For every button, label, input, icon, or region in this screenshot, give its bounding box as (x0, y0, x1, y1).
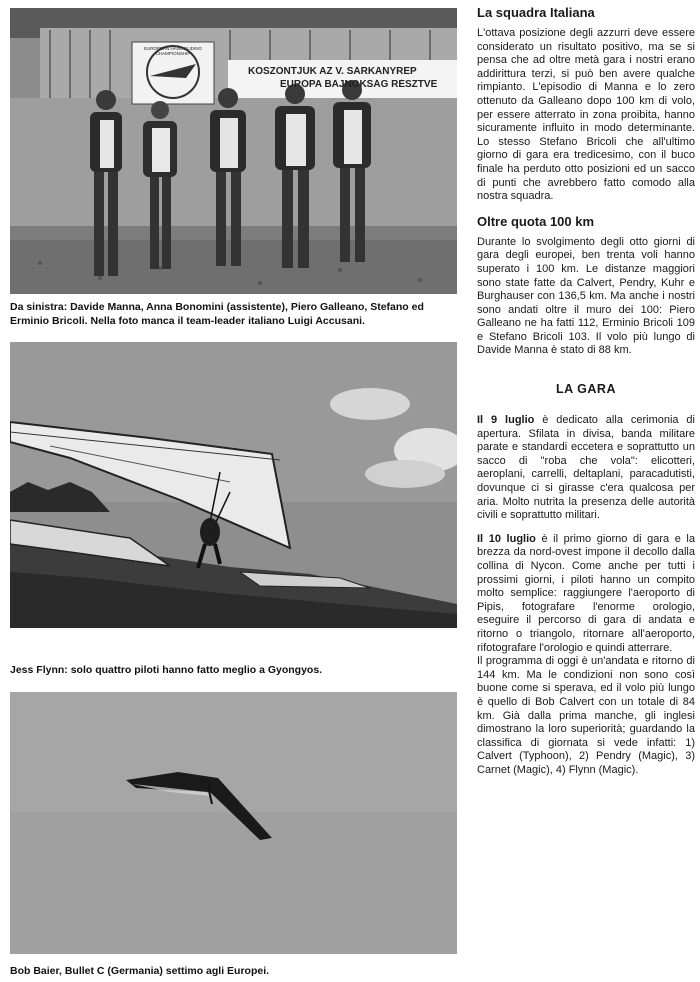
paragraph-programma: Il programma di oggi è un'andata e ritorno di 144 km. Ma le condizioni non sono così buone come si sperava, ed il volo più lungo è quello di Bob Calvert con un totale di 84 km. Già dalla prima manche, gli inglesi dimostrano la loro superiorità; guardando la classifica di giornata si vede infatti: 1) Calvert (Typhoon), 2) Pendry (Magic), 3) Carnet (Magic), 4) Flynn (Magic). (477, 655, 695, 776)
date-10-luglio: Il 10 luglio (477, 532, 536, 545)
section-body-squadra: L'ottava posizione degli azzurri deve essere considerato un risultato positivo, ma se si pensa che ad oltre metà gara i nostri erano addirittura terzi, si può ben avere qualche rimpianto. L'episodio di Manna e lo zero ottenuto da Galleano dopo 100 km di volo, per essere atterrato in zona proibita, hanno sicuramente influito in modo determinante. Lo stesso Stefano Bricoli che all'ultimo giorno di gara era tredicesimo, con il buco finale ha perduto otto posizioni ed un sacco di punti che avrebbero fatto comodo alla nostra squadra. (477, 27, 695, 203)
banner-logo-text: EUROPEAN HANGGLIDING CHAMPIONSHIP (143, 46, 202, 56)
launch-caption: Jess Flynn: solo quattro piloti hanno fatto meglio a Gyongyos. (10, 664, 323, 676)
paragraph-10-luglio (477, 533, 695, 655)
body-9-luglio: è dedicato alla cerimonia di apertura. Sfilata in divisa, banda militare parate e standardi eccetera e soprattutto un sacco di "roba che vola": elicotteri, aeroplani, carrelli, deltaplani, paracadutisti, dovunque ci si girasse c'era qualcosa per aria. Molto nutrita la presenza delle autorità civili e soprattutto militari. (477, 414, 695, 522)
banner-line-1: KÖSZÖNTJÜK AZ V. SÁRKÁNYREP (248, 66, 417, 77)
section-title-oltre-quota: Oltre quota 100 km (477, 213, 595, 229)
team-photo (10, 8, 457, 294)
body-10-luglio: è il primo giorno di gara e la brezza da nord-ovest impone il decollo dalla collina di Nycon. Come anche per tutti i prossimi giorni, i piloti hanno un compito molto semplice: raggiungere l'aeroporto di Pipis, fotografare l'enorme orologio, eseguire il percorso di gara di andata e ritorno o triangolo, ritornare all'aeroporto, rifotografare l'orologio e quindi atterrare. (477, 532, 695, 654)
launch-photo (10, 342, 457, 628)
date-9-luglio: Il 9 luglio (477, 414, 535, 427)
section-body-oltre-quota: Durante lo svolgimento degli otto giorni di gara degli europei, ben trenta voli hanno superato i 100 km. Le distanze maggiori sono state fatte da Calvert, Pendry, Kuhr e Burghauser con 136,5 km. Ma anche i nostri sono andati oltre il muro dei 100: Piero Galleano ne ha fatti 112, Erminio Bricoli 109 e Stefano Bricoli 103. Il volo più lungo di Davide Manna è stato di 88 km. (477, 235, 695, 357)
paragraph-9-luglio (477, 414, 695, 523)
section-title-la-gara: LA GARA (556, 382, 616, 397)
team-caption: Da sinistra: Davide Manna, Anna Bonomini (assistente), Piero Galleano, Stefano ed Erminio Bricoli. Nella foto manca il team-leader italiano Luigi Accusani. (10, 301, 424, 327)
banner-line-2: EURÓPA BAJNOKSÁG RÉSZTVE (280, 79, 438, 90)
sky-caption: Bob Baier, Bullet C (Germania) settimo agli Europei. (10, 965, 270, 977)
article-column (477, 5, 695, 778)
sky-photo (10, 692, 457, 954)
section-title-squadra: La squadra Italiana (477, 5, 595, 20)
